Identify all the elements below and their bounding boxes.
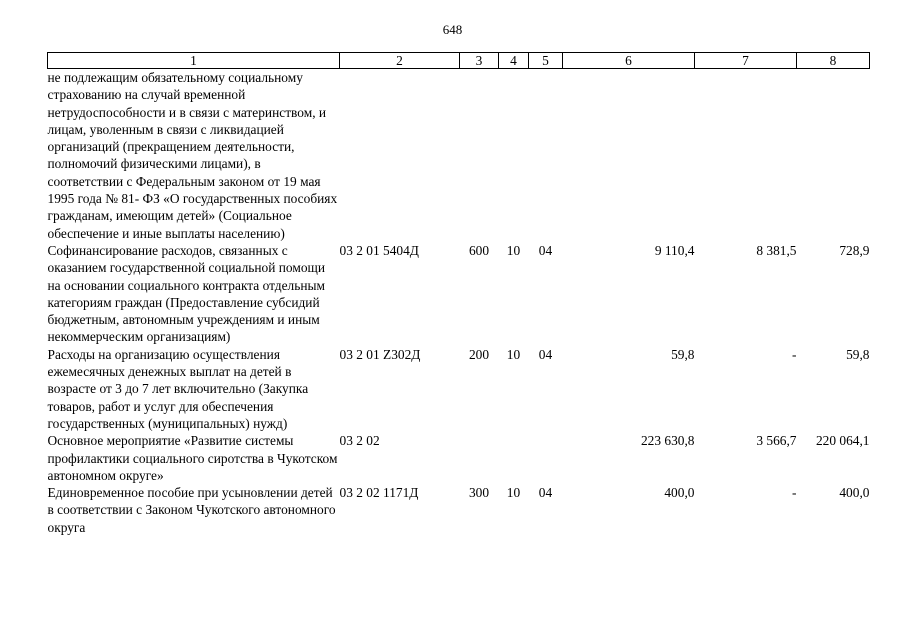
row-col4 — [499, 69, 529, 242]
row-name: Расходы на организацию осуществления ежемесячных денежных выплат на детей в возрасте от 3 до 7 лет включительно (Закупка товаров, работ и услуг для обеспечения государственных (муниципальных) нужд) — [47, 346, 309, 431]
row-col4: 10 — [506, 242, 521, 258]
row-col5: 04 — [538, 346, 553, 362]
row-col5: 04 — [538, 242, 553, 258]
row-code: 03 2 01 5404Д — [339, 242, 419, 258]
row-name: Единовременное пособие при усыновлении детей в соответствии с Законом Чукотского автономного округа — [47, 485, 336, 535]
row-col4: 10 — [506, 485, 521, 501]
row-col8: 220 064,1 — [815, 433, 870, 449]
row-col8 — [797, 69, 870, 242]
row-col6: 400,0 — [664, 485, 695, 501]
header-cell-7: 7 — [695, 53, 797, 69]
row-col7: - — [792, 346, 797, 362]
table-row — [48, 69, 870, 242]
header-cell-3: 3 — [460, 53, 499, 69]
header-cell-6: 6 — [563, 53, 695, 69]
header-cell-2: 2 — [340, 53, 460, 69]
row-code — [340, 69, 460, 242]
row-col7: 8 381,5 — [756, 242, 797, 258]
row-col4 — [499, 432, 529, 484]
row-col7: - — [792, 485, 797, 501]
row-col5 — [529, 432, 563, 484]
table-row — [48, 484, 870, 536]
row-col6: 9 110,4 — [654, 242, 695, 258]
table-row — [48, 346, 870, 432]
row-col8: 59,8 — [846, 346, 870, 362]
row-col3: 200 — [468, 346, 490, 362]
table-row — [48, 242, 870, 346]
row-code: 03 2 02 — [339, 433, 380, 449]
table-header-row — [48, 53, 870, 69]
row-col3: 300 — [468, 485, 490, 501]
row-col5: 04 — [538, 485, 553, 501]
row-col3 — [460, 69, 499, 242]
row-col7 — [695, 69, 797, 242]
table-row — [48, 432, 870, 484]
header-cell-8: 8 — [797, 53, 870, 69]
row-col3: 600 — [468, 242, 490, 258]
row-col6: 59,8 — [671, 346, 695, 362]
row-col8: 728,9 — [839, 242, 870, 258]
header-cell-4: 4 — [499, 53, 529, 69]
header-cell-5: 5 — [529, 53, 563, 69]
row-code: 03 2 01 Z302Д — [339, 346, 421, 362]
row-col4: 10 — [506, 346, 521, 362]
row-col8: 400,0 — [839, 485, 870, 501]
row-name: не подлежащим обязательному социальному страхованию на случай временной нетрудоспособности и в связи с материнством, и лицам, уволенным в связи с ликвидацией организаций (прекращением деятельности, полномочий физическими лицами), в соответствии с Федеральным законом от 19 мая 1995 года № 81- ФЗ «О государственных пособиях гражданам, имеющим детей» (Социальное обеспечение и иные выплаты населению) — [47, 70, 338, 241]
row-name: Основное мероприятие «Развитие системы профилактики социального сиротства в Чукотском автономном округе» — [47, 433, 338, 483]
header-cell-1: 1 — [48, 53, 340, 69]
row-code: 03 2 02 1171Д — [339, 485, 419, 501]
row-col3 — [460, 432, 499, 484]
page-number: 648 — [442, 22, 463, 37]
budget-table — [47, 52, 870, 536]
row-col6 — [563, 69, 695, 242]
row-name: Софинансирование расходов, связанных с оказанием государственной социальной помощи на основании социального контракта отдельным категориям граждан (Предоставление субсидий бюджетным, автономным учреждениям и иным некоммерческим организациям) — [47, 242, 326, 345]
row-col6: 223 630,8 — [640, 433, 695, 449]
row-col7: 3 566,7 — [756, 433, 797, 449]
row-col5 — [529, 69, 563, 242]
